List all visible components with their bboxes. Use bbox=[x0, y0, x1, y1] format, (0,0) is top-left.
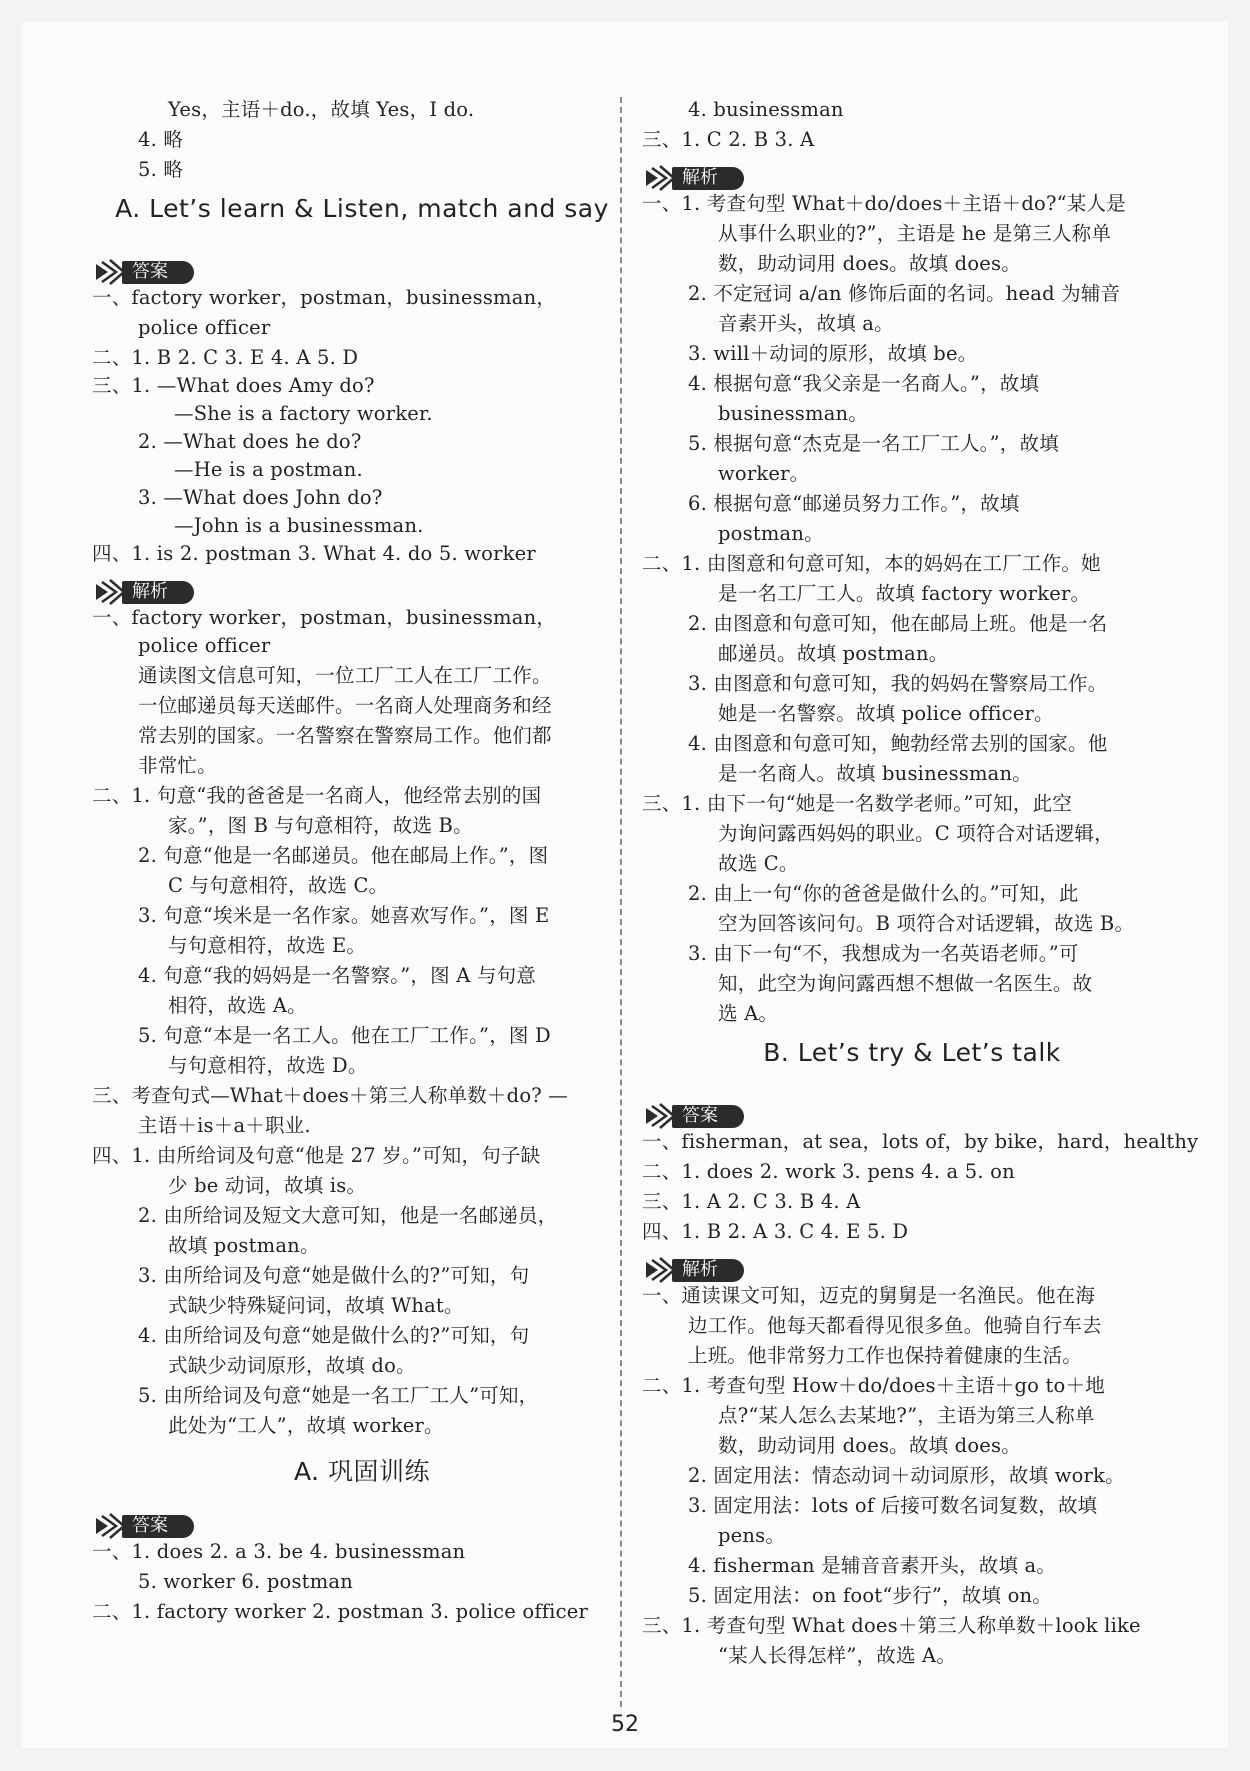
text-line: 知，此空为询问露西想不想做一名医生。故 bbox=[718, 972, 1093, 995]
text-line: 主语＋is＋a＋职业. bbox=[138, 1114, 311, 1137]
text-line: 三、1. —What does Amy do? bbox=[92, 374, 375, 397]
text-line: 一、fisherman，at sea，lots of，by bike，hard，healthy bbox=[642, 1130, 1199, 1153]
text-line: 3. will＋动词的原形，故填 be。 bbox=[688, 342, 978, 365]
section-tag bbox=[94, 258, 204, 286]
text-line: 三、1. 考查句型 What does＋第三人称单数＋look like bbox=[642, 1614, 1141, 1637]
tag-label: 解析 bbox=[132, 581, 168, 602]
text-line: 四、1. is 2. postman 3. What 4. do 5. worker bbox=[92, 542, 536, 565]
text-line: 二、1. B 2. C 3. E 4. A 5. D bbox=[92, 346, 359, 369]
text-line: 邮递员。故填 postman。 bbox=[718, 642, 949, 665]
tag-label: 答案 bbox=[132, 261, 168, 282]
text-line: police officer bbox=[138, 316, 271, 339]
text-line: 点?“某人怎么去某地?”，主语为第三人称单 bbox=[718, 1404, 1095, 1427]
text-line: 2. —What does he do? bbox=[138, 430, 362, 453]
text-line: 从事什么职业的?”，主语是 he 是第三人称单 bbox=[718, 222, 1112, 245]
text-line: 是一名商人。故填 businessman。 bbox=[718, 762, 1032, 785]
section-tag bbox=[644, 1102, 754, 1130]
text-line: 4. 句意“我的妈妈是一名警察。”，图 A 与句意 bbox=[138, 964, 536, 987]
text-line: pens。 bbox=[718, 1524, 786, 1547]
section-heading: A. 巩固训练 bbox=[293, 1457, 431, 1486]
text-line: 四、1. 由所给词及句意“他是 27 岁。”可知，句子缺 bbox=[92, 1144, 541, 1167]
text-line: 二、1. 由图意和句意可知，本的妈妈在工厂工作。她 bbox=[642, 552, 1101, 575]
tag-label: 解析 bbox=[682, 167, 718, 188]
section-tag bbox=[644, 1256, 754, 1284]
text-line: 此处为“工人”，故填 worker。 bbox=[168, 1414, 444, 1437]
text-line: 式缺少特殊疑问词，故填 What。 bbox=[168, 1294, 464, 1317]
text-line: 常去别的国家。一名警察在警察局工作。他们都 bbox=[138, 724, 552, 747]
text-line: 她是一名警察。故填 police officer。 bbox=[718, 702, 1054, 725]
text-line: 一、通读课文可知，迈克的舅舅是一名渔民。他在海 bbox=[642, 1284, 1096, 1307]
page bbox=[22, 22, 1228, 1748]
text-line: 6. 根据句意“邮递员努力工作。”，故填 bbox=[688, 492, 1020, 515]
text-line: 二、1. 考查句型 How＋do/does＋主语＋go to＋地 bbox=[642, 1374, 1105, 1397]
text-line: 三、1. C 2. B 3. A bbox=[642, 128, 815, 151]
text-line: 3. 句意“埃米是一名作家。她喜欢写作。”，图 E bbox=[138, 904, 550, 927]
text-line: 故选 C。 bbox=[718, 852, 799, 875]
text-line: 一位邮递员每天送邮件。一名商人处理商务和经 bbox=[138, 694, 552, 717]
text-line: 边工作。他每天都看得见很多鱼。他骑自行车去 bbox=[688, 1314, 1102, 1337]
text-line: 一、1. 考查句型 What＋do/does＋主语＋do?“某人是 bbox=[642, 192, 1126, 215]
text-line: worker。 bbox=[718, 462, 810, 485]
text-line: police officer bbox=[138, 634, 271, 657]
text-line: 音素开头，故填 a。 bbox=[718, 312, 894, 335]
text-line: 2. 不定冠词 a/an 修饰后面的名词。head 为辅音 bbox=[688, 282, 1121, 305]
text-line: 与句意相符，故选 D。 bbox=[168, 1054, 368, 1077]
text-line: 5. 略 bbox=[138, 158, 184, 181]
text-line: 3. 固定用法：lots of 后接可数名词复数，故填 bbox=[688, 1494, 1098, 1517]
text-line: “某人长得怎样”，故选 A。 bbox=[718, 1644, 957, 1667]
text-line: 二、1. factory worker 2. postman 3. police officer bbox=[92, 1600, 589, 1623]
section-tag bbox=[94, 578, 204, 606]
text-line: 通读图文信息可知，一位工厂工人在工厂工作。 bbox=[138, 664, 552, 687]
text-line: 故填 postman。 bbox=[168, 1234, 320, 1257]
text-line: 3. —What does John do? bbox=[138, 486, 383, 509]
text-line: 5. 句意“本是一名工人。他在工厂工作。”，图 D bbox=[138, 1024, 551, 1047]
text-line: 数，助动词用 does。故填 does。 bbox=[718, 1434, 1021, 1457]
text-line: 2. 由图意和句意可知，他在邮局上班。他是一名 bbox=[688, 612, 1108, 635]
text-line: 二、1. 句意“我的爸爸是一名商人，他经常去别的国 bbox=[92, 784, 542, 807]
text-line: 2. 句意“他是一名邮递员。他在邮局上作。”，图 bbox=[138, 844, 549, 867]
text-line: 与句意相符，故选 E。 bbox=[168, 934, 367, 957]
text-line: 少 be 动词，故填 is。 bbox=[168, 1174, 367, 1197]
text-line: —John is a businessman. bbox=[174, 514, 424, 537]
section-tag bbox=[94, 1512, 204, 1540]
column-divider bbox=[620, 97, 622, 1707]
section-heading: A. Let’s learn & Listen, match and say bbox=[115, 194, 609, 223]
text-line: 3. 由所给词及句意“她是做什么的?”可知，句 bbox=[138, 1264, 530, 1287]
text-line: 5. 根据句意“杰克是一名工厂工人。”，故填 bbox=[688, 432, 1059, 455]
text-line: 家。”，图 B 与句意相符，故选 B。 bbox=[168, 814, 473, 837]
tag-label: 答案 bbox=[132, 1515, 168, 1536]
tag-label: 解析 bbox=[682, 1259, 718, 1280]
text-line: 3. 由图意和句意可知，我的妈妈在警察局工作。 bbox=[688, 672, 1108, 695]
section-tag bbox=[644, 164, 754, 192]
text-line: C 与句意相符，故选 C。 bbox=[168, 874, 389, 897]
text-line: postman。 bbox=[718, 522, 824, 545]
text-line: —She is a factory worker. bbox=[174, 402, 433, 425]
text-line: 4. 由所给词及句意“她是做什么的?”可知，句 bbox=[138, 1324, 530, 1347]
text-line: 3. 由下一句“不，我想成为一名英语老师。”可 bbox=[688, 942, 1079, 965]
text-line: 4. 略 bbox=[138, 128, 184, 151]
text-line: 一、factory worker，postman，businessman， bbox=[92, 286, 557, 309]
text-line: 4. 根据句意“我父亲是一名商人。”，故填 bbox=[688, 372, 1040, 395]
page-number: 52 bbox=[611, 1712, 639, 1737]
text-line: 2. 由所给词及短文大意可知，他是一名邮递员， bbox=[138, 1204, 558, 1227]
text-line: 三、1. 由下一句“她是一名数学老师。”可知，此空 bbox=[642, 792, 1072, 815]
text-line: 三、1. A 2. C 3. B 4. A bbox=[642, 1190, 861, 1213]
text-line: 2. 由上一句“你的爸爸是做什么的。”可知，此 bbox=[688, 882, 1079, 905]
text-line: 式缺少动词原形，故填 do。 bbox=[168, 1354, 416, 1377]
text-line: 4. businessman bbox=[688, 98, 844, 121]
text-line: 一、1. does 2. a 3. be 4. businessman bbox=[92, 1540, 466, 1563]
text-line: 选 A。 bbox=[718, 1002, 779, 1025]
text-line: 非常忙。 bbox=[138, 754, 217, 777]
text-line: 5. 由所给词及句意“她是一名工厂工人”可知， bbox=[138, 1384, 539, 1407]
text-line: businessman。 bbox=[718, 402, 868, 425]
text-line: 数，助动词用 does。故填 does。 bbox=[718, 252, 1021, 275]
text-line: 上班。他非常努力工作也保持着健康的生活。 bbox=[688, 1344, 1083, 1367]
text-line: 一、factory worker，postman，businessman， bbox=[92, 606, 557, 629]
text-line: 5. worker 6. postman bbox=[138, 1570, 353, 1593]
text-line: Yes，主语＋do.，故填 Yes，I do. bbox=[168, 98, 475, 121]
text-line: 4. 由图意和句意可知，鲍勃经常去别的国家。他 bbox=[688, 732, 1108, 755]
text-line: 是一名工厂工人。故填 factory worker。 bbox=[718, 582, 1091, 605]
text-line: 为询问露西妈妈的职业。C 项符合对话逻辑， bbox=[718, 822, 1114, 845]
section-heading: B. Let’s try & Let’s talk bbox=[763, 1038, 1061, 1067]
text-line: 相符，故选 A。 bbox=[168, 994, 307, 1017]
text-line: 四、1. B 2. A 3. C 4. E 5. D bbox=[642, 1220, 909, 1243]
text-line: 2. 固定用法：情态动词＋动词原形，故填 work。 bbox=[688, 1464, 1125, 1487]
tag-label: 答案 bbox=[682, 1105, 718, 1126]
text-line: 5. 固定用法：on foot“步行”，故填 on。 bbox=[688, 1584, 1052, 1607]
text-line: 4. fisherman 是辅音音素开头，故填 a。 bbox=[688, 1554, 1057, 1577]
text-line: 空为回答该问句。B 项符合对话逻辑，故选 B。 bbox=[718, 912, 1135, 935]
text-line: 三、考查句式—What＋does＋第三人称单数＋do? — bbox=[92, 1084, 569, 1107]
text-line: —He is a postman. bbox=[174, 458, 363, 481]
text-line: 二、1. does 2. work 3. pens 4. a 5. on bbox=[642, 1160, 1015, 1183]
